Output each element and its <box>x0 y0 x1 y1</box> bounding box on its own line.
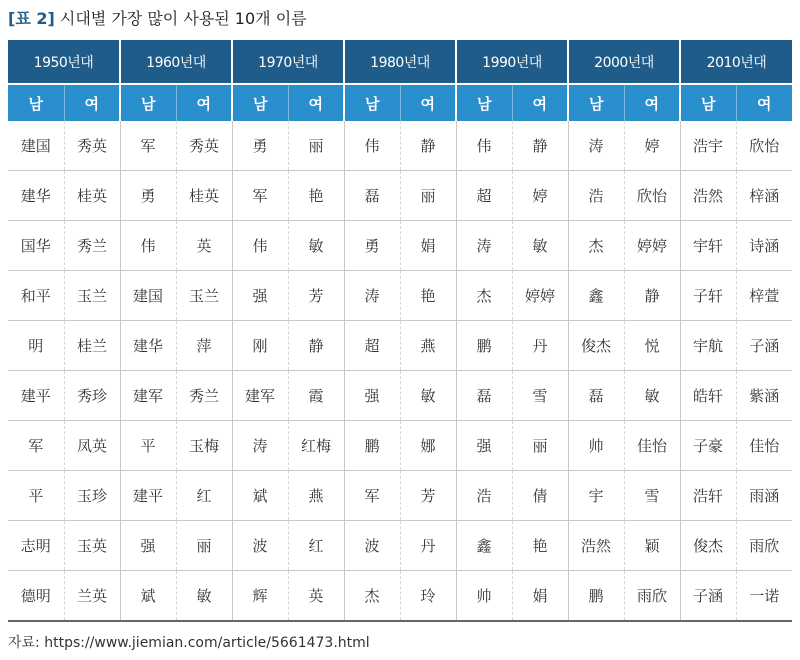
name-cell: 娟 <box>512 571 568 622</box>
name-cell: 浩轩 <box>680 471 736 521</box>
name-cell: 强 <box>456 421 512 471</box>
name-cell: 波 <box>344 521 400 571</box>
name-cell: 丹 <box>512 321 568 371</box>
name-cell: 伟 <box>232 221 288 271</box>
name-cell: 敏 <box>624 371 680 421</box>
name-cell: 桂英 <box>176 171 232 221</box>
name-cell: 梓涵 <box>736 171 792 221</box>
name-cell: 静 <box>400 121 456 171</box>
name-cell: 雨欣 <box>624 571 680 622</box>
name-cell: 超 <box>344 321 400 371</box>
name-cell: 丹 <box>400 521 456 571</box>
name-cell: 雪 <box>624 471 680 521</box>
name-cell: 丽 <box>288 121 344 171</box>
name-cell: 桂英 <box>64 171 120 221</box>
name-cell: 诗涵 <box>736 221 792 271</box>
name-cell: 军 <box>120 121 176 171</box>
gender-header-male: 남 <box>568 84 624 121</box>
name-cell: 子轩 <box>680 271 736 321</box>
decade-header: 2000년대 <box>568 40 680 84</box>
gender-header-male: 남 <box>8 84 64 121</box>
name-cell: 超 <box>456 171 512 221</box>
name-cell: 丽 <box>512 421 568 471</box>
name-cell: 凤英 <box>64 421 120 471</box>
decade-header: 1970년대 <box>232 40 344 84</box>
name-cell: 浩 <box>456 471 512 521</box>
name-cell: 俊杰 <box>680 521 736 571</box>
name-cell: 鹏 <box>344 421 400 471</box>
name-cell: 婷 <box>624 121 680 171</box>
name-cell: 婷 <box>512 171 568 221</box>
name-cell: 志明 <box>8 521 64 571</box>
name-cell: 军 <box>232 171 288 221</box>
name-cell: 和平 <box>8 271 64 321</box>
name-cell: 建华 <box>120 321 176 371</box>
name-cell: 强 <box>232 271 288 321</box>
name-cell: 一诺 <box>736 571 792 622</box>
name-cell: 静 <box>288 321 344 371</box>
name-cell: 军 <box>8 421 64 471</box>
name-cell: 丽 <box>400 171 456 221</box>
name-cell: 雨欣 <box>736 521 792 571</box>
name-cell: 秀兰 <box>176 371 232 421</box>
gender-header-female: 여 <box>512 84 568 121</box>
name-cell: 宇 <box>568 471 624 521</box>
name-cell: 玉兰 <box>176 271 232 321</box>
name-cell: 玉兰 <box>64 271 120 321</box>
name-cell: 伟 <box>344 121 400 171</box>
name-cell: 刚 <box>232 321 288 371</box>
names-table <box>8 40 792 622</box>
name-cell: 浩然 <box>680 171 736 221</box>
gender-header-female: 여 <box>64 84 120 121</box>
name-cell: 勇 <box>232 121 288 171</box>
decade-header: 1980년대 <box>344 40 456 84</box>
table-tag: [표 2] <box>8 9 55 28</box>
name-cell: 艳 <box>400 271 456 321</box>
gender-header-male: 남 <box>680 84 736 121</box>
name-cell: 欣怡 <box>624 171 680 221</box>
name-cell: 涛 <box>456 221 512 271</box>
name-cell: 涛 <box>232 421 288 471</box>
name-cell: 敏 <box>512 221 568 271</box>
name-cell: 杰 <box>456 271 512 321</box>
name-cell: 杰 <box>568 221 624 271</box>
table-row <box>8 521 792 571</box>
name-cell: 红 <box>288 521 344 571</box>
name-cell: 悦 <box>624 321 680 371</box>
name-cell: 颖 <box>624 521 680 571</box>
name-cell: 霞 <box>288 371 344 421</box>
name-cell: 芳 <box>400 471 456 521</box>
table-title: 시대별 가장 많이 사용된 10개 이름 <box>59 9 307 28</box>
name-cell: 帅 <box>456 571 512 622</box>
name-cell: 皓轩 <box>680 371 736 421</box>
name-cell: 秀英 <box>64 121 120 171</box>
name-cell: 红 <box>176 471 232 521</box>
decade-header: 2010년대 <box>680 40 792 84</box>
name-cell: 静 <box>512 121 568 171</box>
table-row <box>8 321 792 371</box>
name-cell: 婷婷 <box>624 221 680 271</box>
name-cell: 伟 <box>456 121 512 171</box>
name-cell: 燕 <box>400 321 456 371</box>
name-cell: 勇 <box>120 171 176 221</box>
name-cell: 燕 <box>288 471 344 521</box>
name-cell: 鑫 <box>568 271 624 321</box>
gender-header-female: 여 <box>736 84 792 121</box>
name-cell: 艳 <box>512 521 568 571</box>
table-row <box>8 121 792 171</box>
name-cell: 鑫 <box>456 521 512 571</box>
table-row <box>8 471 792 521</box>
gender-header-female: 여 <box>624 84 680 121</box>
name-cell: 磊 <box>568 371 624 421</box>
gender-header-female: 여 <box>288 84 344 121</box>
gender-header-male: 남 <box>120 84 176 121</box>
name-cell: 涛 <box>344 271 400 321</box>
name-cell: 秀英 <box>176 121 232 171</box>
name-cell: 芳 <box>288 271 344 321</box>
name-cell: 兰英 <box>64 571 120 622</box>
name-cell: 佳怡 <box>624 421 680 471</box>
name-cell: 雪 <box>512 371 568 421</box>
gender-header-male: 남 <box>232 84 288 121</box>
name-cell: 英 <box>176 221 232 271</box>
name-cell: 欣怡 <box>736 121 792 171</box>
name-cell: 磊 <box>344 171 400 221</box>
name-cell: 子涵 <box>680 571 736 622</box>
table-body <box>8 121 792 621</box>
name-cell: 建军 <box>232 371 288 421</box>
name-cell: 宇轩 <box>680 221 736 271</box>
name-cell: 紫涵 <box>736 371 792 421</box>
name-cell: 浩然 <box>568 521 624 571</box>
name-cell: 明 <box>8 321 64 371</box>
name-cell: 帅 <box>568 421 624 471</box>
name-cell: 敏 <box>288 221 344 271</box>
name-cell: 桂兰 <box>64 321 120 371</box>
name-cell: 秀兰 <box>64 221 120 271</box>
name-cell: 强 <box>120 521 176 571</box>
name-cell: 敏 <box>176 571 232 622</box>
gender-header-male: 남 <box>456 84 512 121</box>
name-cell: 杰 <box>344 571 400 622</box>
name-cell: 建华 <box>8 171 64 221</box>
name-cell: 斌 <box>120 571 176 622</box>
name-cell: 玉珍 <box>64 471 120 521</box>
name-cell: 斌 <box>232 471 288 521</box>
name-cell: 娜 <box>400 421 456 471</box>
name-cell: 鹏 <box>568 571 624 622</box>
name-cell: 浩宇 <box>680 121 736 171</box>
name-cell: 伟 <box>120 221 176 271</box>
name-cell: 婷婷 <box>512 271 568 321</box>
table-row <box>8 371 792 421</box>
name-cell: 德明 <box>8 571 64 622</box>
table-row <box>8 571 792 622</box>
gender-header-row <box>8 84 792 121</box>
name-cell: 英 <box>288 571 344 622</box>
name-cell: 子豪 <box>680 421 736 471</box>
name-cell: 建平 <box>8 371 64 421</box>
name-cell: 平 <box>8 471 64 521</box>
table-row <box>8 221 792 271</box>
name-cell: 玉英 <box>64 521 120 571</box>
name-cell: 秀珍 <box>64 371 120 421</box>
name-cell: 强 <box>344 371 400 421</box>
name-cell: 雨涵 <box>736 471 792 521</box>
gender-header-female: 여 <box>176 84 232 121</box>
name-cell: 宇航 <box>680 321 736 371</box>
name-cell: 娟 <box>400 221 456 271</box>
name-cell: 俊杰 <box>568 321 624 371</box>
name-cell: 子涵 <box>736 321 792 371</box>
name-cell: 辉 <box>232 571 288 622</box>
name-cell: 玉梅 <box>176 421 232 471</box>
name-cell: 波 <box>232 521 288 571</box>
name-cell: 浩 <box>568 171 624 221</box>
name-cell: 建军 <box>120 371 176 421</box>
name-cell: 建国 <box>120 271 176 321</box>
name-cell: 磊 <box>456 371 512 421</box>
decade-header: 1990년대 <box>456 40 568 84</box>
name-cell: 国华 <box>8 221 64 271</box>
name-cell: 静 <box>624 271 680 321</box>
name-cell: 佳怡 <box>736 421 792 471</box>
name-cell: 艳 <box>288 171 344 221</box>
source-note: 자료: https://www.jiemian.com/article/5661473.html <box>8 635 370 651</box>
name-cell: 敏 <box>400 371 456 421</box>
gender-header-female: 여 <box>400 84 456 121</box>
gender-header-male: 남 <box>344 84 400 121</box>
name-cell: 倩 <box>512 471 568 521</box>
name-cell: 勇 <box>344 221 400 271</box>
decade-header: 1960년대 <box>120 40 232 84</box>
name-cell: 红梅 <box>288 421 344 471</box>
name-cell: 玲 <box>400 571 456 622</box>
name-cell: 梓萱 <box>736 271 792 321</box>
table-row <box>8 421 792 471</box>
name-cell: 建平 <box>120 471 176 521</box>
table-row <box>8 171 792 221</box>
name-cell: 涛 <box>568 121 624 171</box>
table-row <box>8 271 792 321</box>
name-cell: 鹏 <box>456 321 512 371</box>
table-caption <box>8 4 307 34</box>
name-cell: 丽 <box>176 521 232 571</box>
name-cell: 萍 <box>176 321 232 371</box>
name-cell: 建国 <box>8 121 64 171</box>
decade-header: 1950년대 <box>8 40 120 84</box>
decade-header-row <box>8 40 792 84</box>
name-cell: 平 <box>120 421 176 471</box>
name-cell: 军 <box>344 471 400 521</box>
